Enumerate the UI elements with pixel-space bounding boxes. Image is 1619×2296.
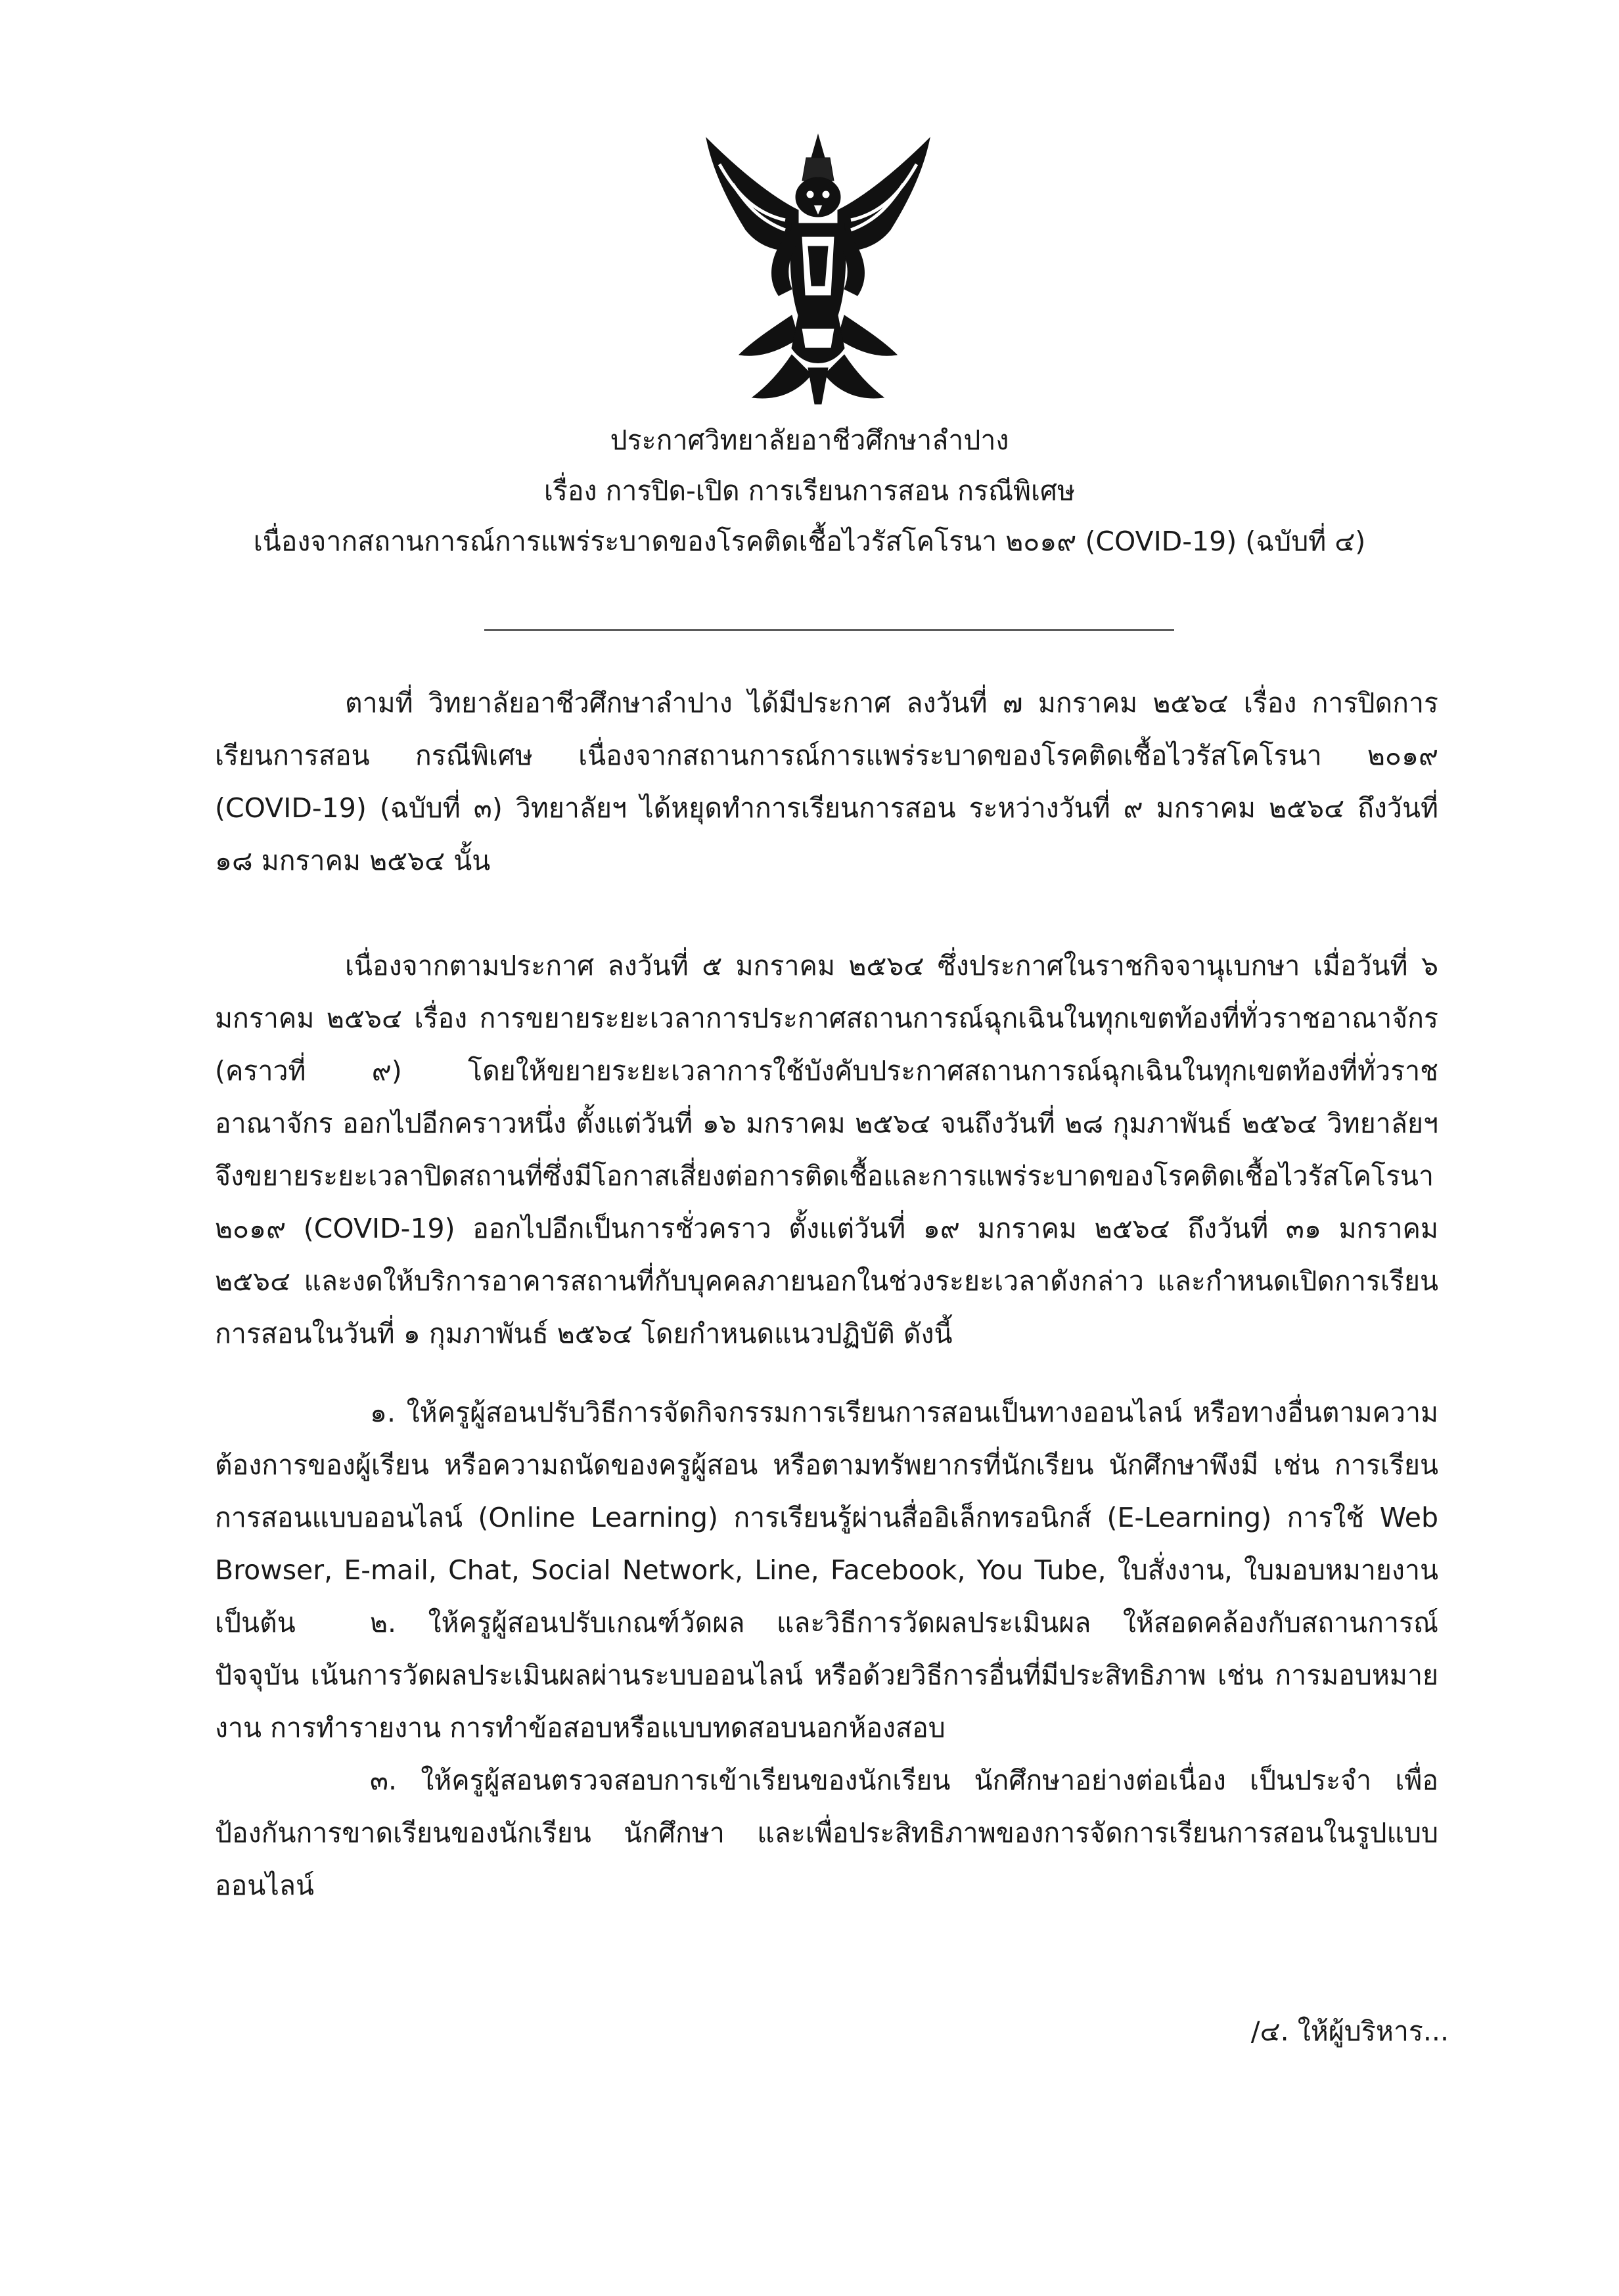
guideline-item: ๑. ให้ครูผู้สอนปรับวิธีการจัดกิจกรรมการเรียนการสอนเป็นทางออนไลน์ หรือทางอื่นตามความต้องการของผู้เรียน หรือความถนัดของครูผู้สอน หรือตามทรัพยากรที่นักเรียน นักศึกษาพึงมี เช่น การเรียนการสอนแบบออนไลน์ (Online Learning) การเรียนรู้ผ่านสื่ออิเล็กทรอนิกส์ (E-Learning) การใช้ Web Browser, E-mail, Chat, Social Network, Line, Facebook, You Tube, ใบสั่งงาน, ใบมอบหมายงาน เป็นต้น bbox=[215, 1397, 1438, 1638]
title-divider bbox=[484, 629, 1174, 631]
guideline-item: ๒. ให้ครูผู้สอนปรับเกณฑ์วัดผล และวิธีการวัดผลประเมินผล ให้สอดคล้องกับสถานการณ์ปัจจุบัน เน้นการวัดผลประเมินผลผ่านระบบออนไลน์ หรือด้วยวิธีการอื่นที่มีประสิทธิภาพ เช่น การมอบหมายงาน การทำรายงาน การทำข้อสอบหรือแบบทดสอบนอกห้องสอบ bbox=[215, 1607, 1438, 1744]
document-title: ประกาศวิทยาลัยอาชีวศึกษาลำปาง bbox=[610, 424, 1009, 456]
document-subject: เรื่อง การปิด-เปิด การเรียนการสอน กรณีพิเศษ bbox=[543, 475, 1076, 506]
paragraph-extension: เนื่องจากตามประกาศ ลงวันที่ ๕ มกราคม ๒๕๖๔ ซึ่งประกาศในราชกิจจานุเบกษา เมื่อวันที่ ๖ มกราคม ๒๕๖๔ เรื่อง การขยายระยะเวลาการประกาศสถานการณ์ฉุกเฉินในทุกเขตท้องที่ทั่วราชอาณาจักร (คราวที่ ๙) โดยให้ขยายระยะเวลาการใช้บังคับประกาศสถานการณ์ฉุกเฉินในทุกเขตท้องที่ทั่วราชอาณาจักร ออกไปอีกคราวหนึ่ง ตั้งแต่วันที่ ๑๖ มกราคม ๒๕๖๔ จนถึงวันที่ ๒๘ กุมภาพันธ์ ๒๕๖๔ วิทยาลัยฯ จึงขยายระยะเวลาปิดสถานที่ซึ่งมีโอกาสเสี่ยงต่อการติดเชื้อและการแพร่ระบาดของโรคติดเชื้อไวรัสโคโรนา ๒๐๑๙ (COVID-19) ออกไปอีกเป็นการชั่วคราว ตั้งแต่วันที่ ๑๙ มกราคม ๒๕๖๔ ถึงวันที่ ๓๑ มกราคม ๒๕๖๔ และงดให้บริการอาคารสถานที่กับบุคคลภายนอกในช่วงระยะเวลาดังกล่าว และกำหนดเปิดการเรียนการสอนในวันที่ ๑ กุมภาพันธ์ ๒๕๖๔ โดยกำหนดแนวปฏิบัติ ดังนี้ bbox=[215, 950, 1438, 1349]
paragraph-background: ตามที่ วิทยาลัยอาชีวศึกษาลำปาง ได้มีประกาศ ลงวันที่ ๗ มกราคม ๒๕๖๔ เรื่อง การปิดการเรียนการสอน กรณีพิเศษ เนื่องจากสถานการณ์การแพร่ระบาดของโรคติดเชื้อไวรัสโคโรนา ๒๐๑๙ (COVID-19) (ฉบับที่ ๓) วิทยาลัยฯ ได้หยุดทำการเรียนการสอน ระหว่างวันที่ ๙ มกราคม ๒๕๖๔ ถึงวันที่ ๑๘ มกราคม ๒๕๖๔ นั้น bbox=[215, 687, 1439, 876]
guideline-item: ๓. ให้ครูผู้สอนตรวจสอบการเข้าเรียนของนักเรียน นักศึกษาอย่างต่อเนื่อง เป็นประจำ เพื่อป้องกันการขาดเรียนของนักเรียน นักศึกษา และเพื่อประสิทธิภาพของการจัดการเรียนการสอนในรูปแบบออนไลน์ bbox=[215, 1765, 1438, 1901]
page-continuation: /๔. ให้ผู้บริหาร... bbox=[1250, 2015, 1449, 2047]
document-subject-detail: เนื่องจากสถานการณ์การแพร่ระบาดของโรคติดเชื้อไวรัสโคโรนา ๒๐๑๙ (COVID-19) (ฉบับที่ ๔) bbox=[253, 526, 1366, 557]
garuda-emblem-icon bbox=[693, 131, 943, 407]
